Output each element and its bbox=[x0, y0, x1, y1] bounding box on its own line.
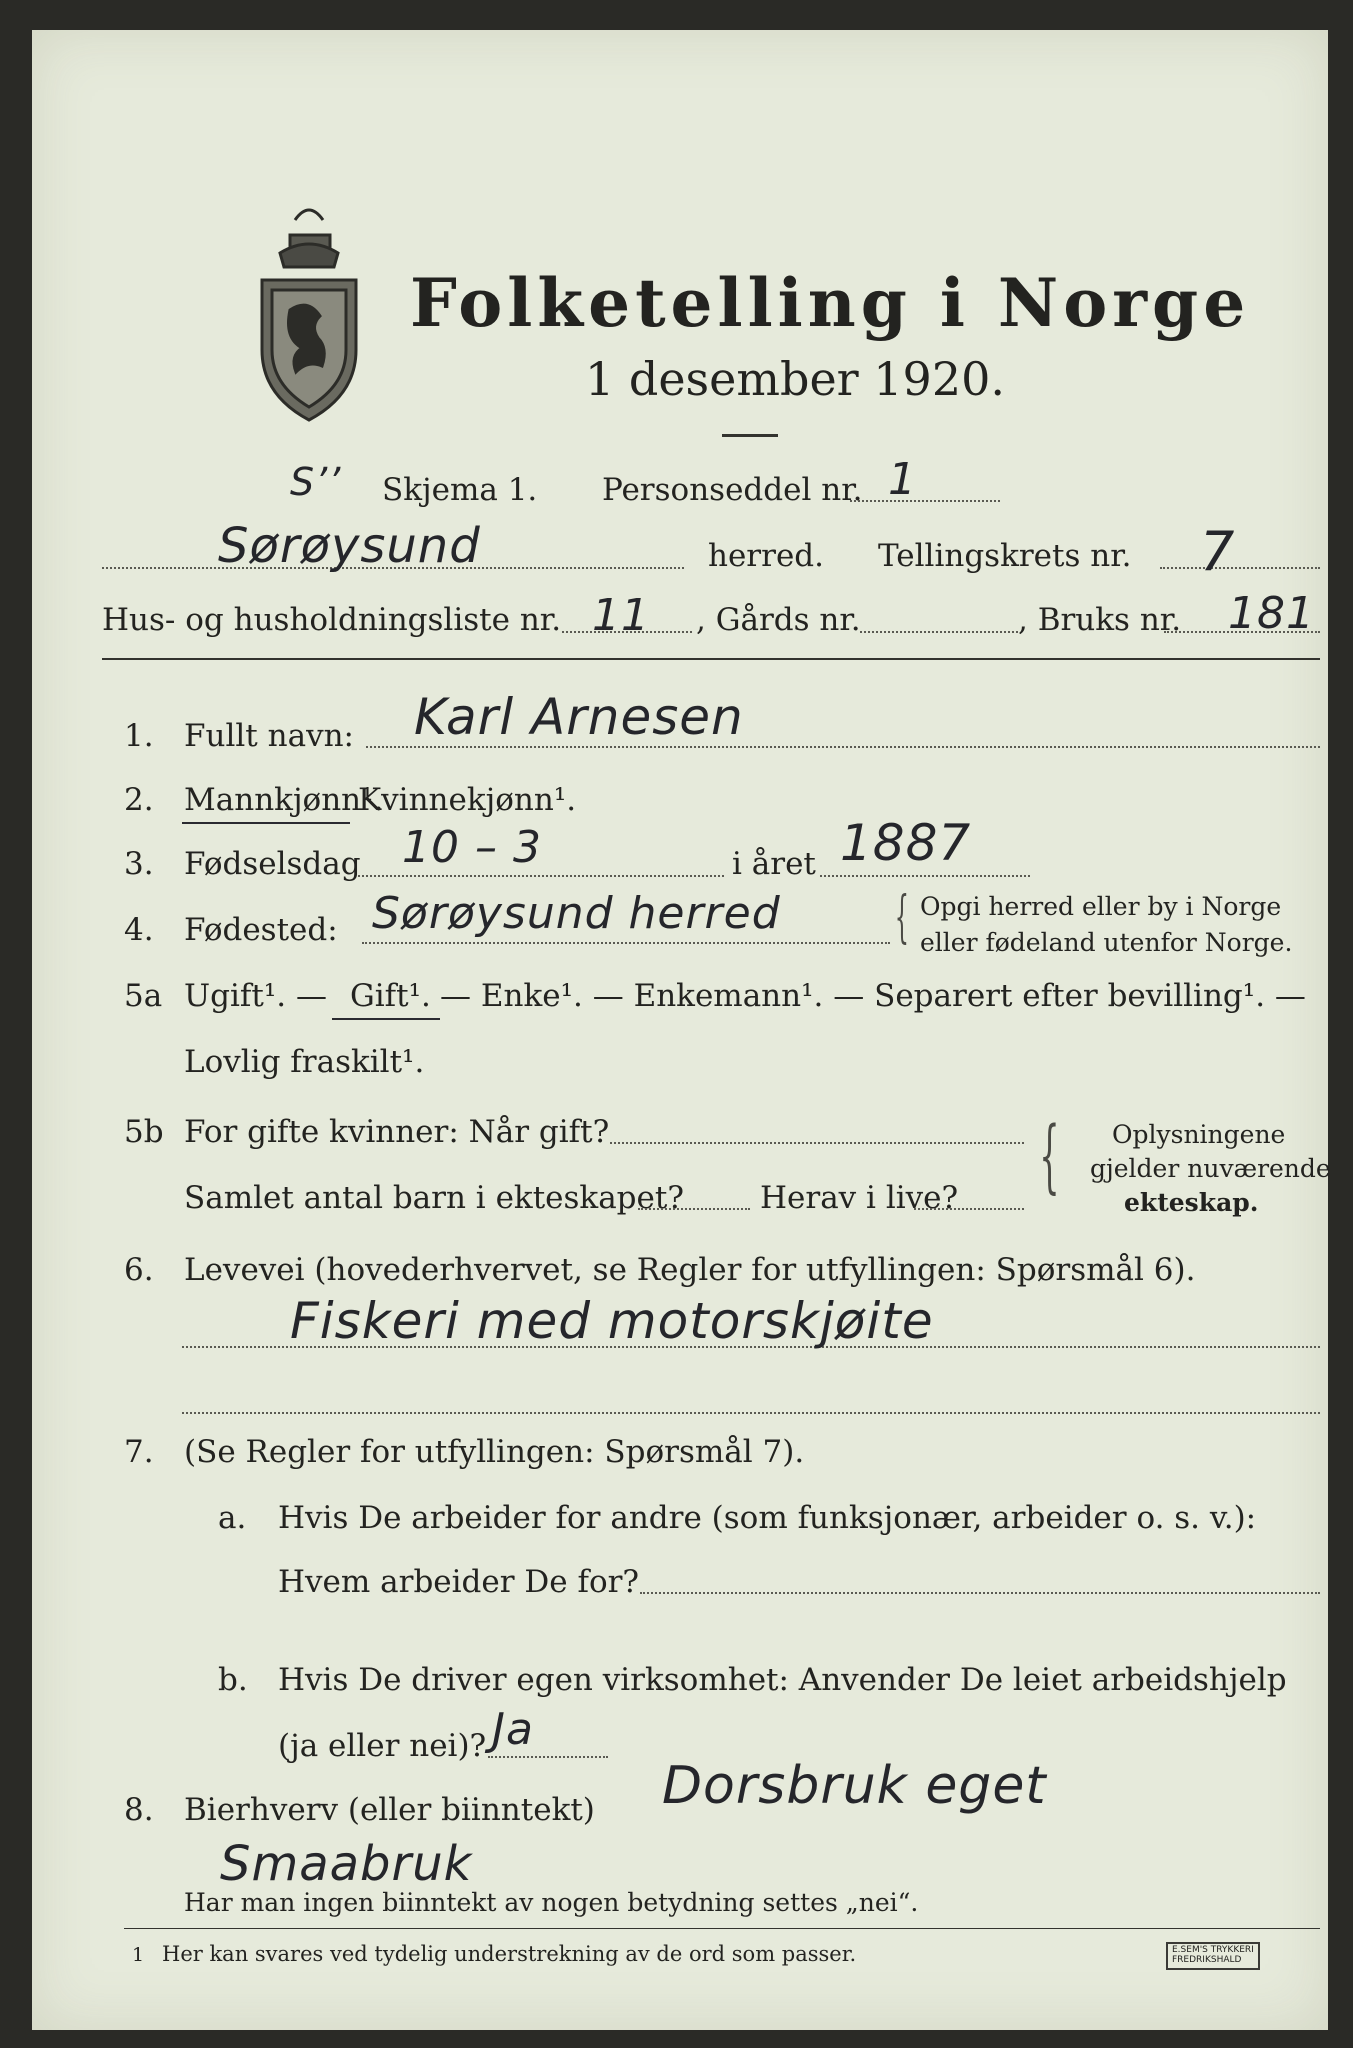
q1-line bbox=[366, 746, 1320, 748]
footnote-rule bbox=[124, 1928, 1320, 1929]
hired-help-value[interactable]: Ja bbox=[492, 1704, 534, 1755]
coat-of-arms-icon bbox=[250, 195, 368, 425]
q5a-number: 5a bbox=[124, 978, 163, 1014]
printer-stamp-line-1: E.SEM'S TRYKKERI bbox=[1172, 1945, 1254, 1955]
q7a-text: Hvis De arbeider for andre (som funksjonær, arbeider o. s. v.): bbox=[278, 1500, 1257, 1536]
gift-option[interactable]: Gift¹. bbox=[350, 978, 431, 1014]
q7b-question: (ja eller nei)? bbox=[278, 1728, 487, 1764]
form-title: Folketelling i Norge bbox=[410, 264, 1251, 342]
married-when-line bbox=[610, 1142, 1024, 1144]
printer-stamp-line-2: FREDRIKSHALD bbox=[1172, 1954, 1242, 1965]
other-civil-options[interactable]: — Enke¹. — Enkemann¹. — Separert efter bevilling¹. — bbox=[440, 978, 1306, 1014]
q4-number: 4. bbox=[124, 912, 154, 948]
occupation-line-2 bbox=[182, 1412, 1320, 1414]
q8-label: Bierhverv (eller biinntekt) bbox=[184, 1792, 595, 1828]
husliste-label: Hus- og husholdningsliste nr. bbox=[102, 602, 562, 638]
female-option[interactable]: Kvinnekjønn¹. bbox=[358, 782, 577, 818]
q5b-note-3: ekteskap. bbox=[1124, 1188, 1259, 1217]
children-line bbox=[638, 1208, 750, 1210]
employer-line bbox=[640, 1592, 1320, 1594]
q7a-question: Hvem arbeider De for? bbox=[278, 1564, 640, 1600]
q7a-letter: a. bbox=[218, 1500, 247, 1536]
title-divider bbox=[722, 434, 778, 437]
birth-year-value[interactable]: 1887 bbox=[840, 814, 972, 872]
prefix-marks: S’’ bbox=[290, 460, 342, 504]
birthplace-value[interactable]: Sørøysund herred bbox=[372, 888, 781, 939]
q1-number: 1. bbox=[124, 718, 154, 754]
q6-number: 6. bbox=[124, 1252, 154, 1288]
alive-label: Herav i live? bbox=[760, 1180, 959, 1216]
footnote-text: Her kan svares ved tydelig understrekning av de ord som passer. bbox=[162, 1942, 857, 1966]
q5b-note-2: gjelder nuværende bbox=[1090, 1154, 1331, 1183]
q4-brace: { bbox=[894, 885, 909, 950]
census-form bbox=[32, 30, 1331, 2030]
gift-underline bbox=[332, 1018, 440, 1020]
occupation-value[interactable]: Fiskeri med motorskjøite bbox=[290, 1292, 934, 1350]
printer-stamp bbox=[1166, 1942, 1260, 1970]
hired-help-line bbox=[488, 1756, 608, 1758]
footnote-marker: 1 bbox=[132, 1944, 145, 1966]
personseddel-value[interactable]: 1 bbox=[888, 454, 917, 505]
bruks-value[interactable]: 181 bbox=[1228, 588, 1315, 639]
tellingskrets-line bbox=[1160, 567, 1320, 569]
herred-value[interactable]: Sørøysund bbox=[218, 518, 481, 574]
q6-label: Levevei (hovederhvervet, se Regler for utfyllingen: Spørsmål 6). bbox=[184, 1252, 1196, 1288]
q5b-label: For gifte kvinner: Når gift? bbox=[184, 1114, 610, 1150]
birthday-line bbox=[358, 875, 724, 877]
q8-number: 8. bbox=[124, 1792, 154, 1828]
skjema-label: Skjema 1. bbox=[382, 472, 538, 508]
gards-line bbox=[860, 631, 1018, 633]
fraskilt-option[interactable]: Lovlig fraskilt¹. bbox=[184, 1044, 425, 1080]
q3-number: 3. bbox=[124, 846, 154, 882]
ugift-option[interactable]: Ugift¹. — bbox=[184, 978, 327, 1014]
personseddel-line bbox=[850, 500, 1000, 502]
q2-number: 2. bbox=[124, 782, 154, 818]
q7-number: 7. bbox=[124, 1434, 154, 1470]
full-name-value[interactable]: Karl Arnesen bbox=[414, 688, 744, 746]
male-option[interactable]: Mannkjønn¹. bbox=[184, 782, 384, 818]
q5b-brace: { bbox=[1039, 1109, 1060, 1202]
q7b-text: Hvis De driver egen virksomhet: Anvender De leiet arbeidshjelp bbox=[278, 1662, 1287, 1698]
bruks-label: , Bruks nr. bbox=[1018, 602, 1182, 638]
alive-line bbox=[914, 1208, 1024, 1210]
birthplace-line bbox=[362, 942, 890, 944]
herred-label: herred. bbox=[708, 538, 824, 574]
q4-note-1: Opgi herred eller by i Norge bbox=[920, 892, 1282, 921]
q8-note: Har man ingen biinntekt av nogen betydning settes „nei“. bbox=[184, 1888, 919, 1917]
q5b-number: 5b bbox=[124, 1114, 164, 1150]
side-income-value-2[interactable]: Smaabruk bbox=[220, 1836, 473, 1892]
q3-label: Fødselsdag bbox=[184, 846, 361, 882]
q7b-letter: b. bbox=[218, 1662, 248, 1698]
q4-label: Fødested: bbox=[184, 912, 338, 948]
side-income-value-1[interactable]: Dorsbruk eget bbox=[662, 1756, 1047, 1816]
husliste-value[interactable]: 11 bbox=[592, 590, 650, 641]
children-label: Samlet antal barn i ekteskapet? bbox=[184, 1180, 684, 1216]
q7-label: (Se Regler for utfyllingen: Spørsmål 7). bbox=[184, 1434, 805, 1470]
tellingskrets-value[interactable]: 7 bbox=[1200, 520, 1236, 583]
q1-label: Fullt navn: bbox=[184, 718, 354, 754]
gards-label: , Gårds nr. bbox=[696, 602, 861, 638]
year-label: i året bbox=[732, 846, 816, 882]
personseddel-label: Personseddel nr. bbox=[602, 472, 863, 508]
tellingskrets-label: Tellingskrets nr. bbox=[878, 538, 1132, 574]
form-subtitle: 1 desember 1920. bbox=[585, 352, 1005, 406]
q5b-note-1: Oplysningene bbox=[1112, 1120, 1286, 1149]
q4-note-2: eller fødeland utenfor Norge. bbox=[920, 928, 1293, 957]
year-line bbox=[820, 875, 1030, 877]
male-underline bbox=[182, 822, 350, 824]
birthday-value[interactable]: 10 – 3 bbox=[402, 822, 542, 873]
header-rule bbox=[102, 658, 1320, 660]
